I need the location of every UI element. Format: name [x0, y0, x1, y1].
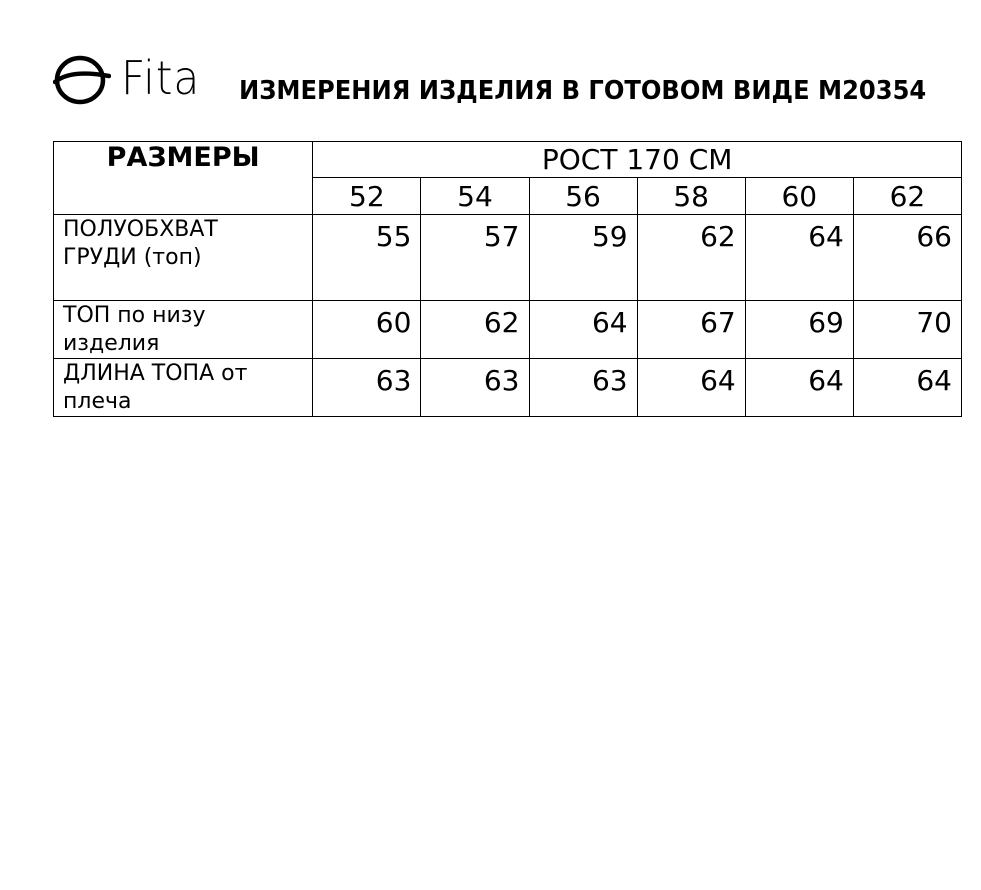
size-54: 54	[421, 178, 529, 215]
cell-value: 59	[529, 215, 637, 301]
fita-theta-icon	[53, 52, 111, 106]
cell-value: 63	[313, 359, 421, 417]
cell-value: 64	[529, 301, 637, 359]
cell-value: 57	[421, 215, 529, 301]
cell-value: 64	[637, 359, 745, 417]
size-60: 60	[745, 178, 853, 215]
table-header-row	[54, 142, 962, 178]
brand-logo	[53, 50, 213, 106]
row-label-length	[54, 359, 313, 417]
row-label-line: ТОП по низу	[63, 303, 206, 328]
size-62: 62	[853, 178, 961, 215]
cell-value: 62	[637, 215, 745, 301]
cell-value: 66	[853, 215, 961, 301]
row-label-line: плеча	[63, 389, 132, 414]
document-title: ИЗМЕРЕНИЯ ИЗДЕЛИЯ В ГОТОВОМ ВИДЕ М20354	[239, 76, 927, 106]
row-label-line: изделия	[63, 331, 160, 356]
height-header: РОСТ 170 СМ	[313, 142, 962, 178]
cell-value: 64	[745, 359, 853, 417]
table-row	[54, 301, 962, 359]
size-56: 56	[529, 178, 637, 215]
cell-value: 63	[529, 359, 637, 417]
document-header	[53, 50, 963, 110]
row-label-line: ПОЛУОБХВАТ	[63, 217, 218, 242]
cell-value: 63	[421, 359, 529, 417]
brand-name: Fita	[121, 51, 201, 105]
cell-value: 55	[313, 215, 421, 301]
size-58: 58	[637, 178, 745, 215]
row-label-line: ДЛИНА ТОПА от	[63, 361, 248, 386]
table-row	[54, 215, 962, 301]
table-row	[54, 359, 962, 417]
cell-value: 67	[637, 301, 745, 359]
size-measurements-table	[53, 141, 962, 417]
size-52: 52	[313, 178, 421, 215]
sizes-header: РАЗМЕРЫ	[54, 142, 313, 215]
row-label-hem	[54, 301, 313, 359]
cell-value: 60	[313, 301, 421, 359]
cell-value: 62	[421, 301, 529, 359]
cell-value: 64	[745, 215, 853, 301]
cell-value: 64	[853, 359, 961, 417]
row-label-chest	[54, 215, 313, 301]
cell-value: 69	[745, 301, 853, 359]
cell-value: 70	[853, 301, 961, 359]
row-label-line: ГРУДИ (топ)	[63, 245, 202, 270]
